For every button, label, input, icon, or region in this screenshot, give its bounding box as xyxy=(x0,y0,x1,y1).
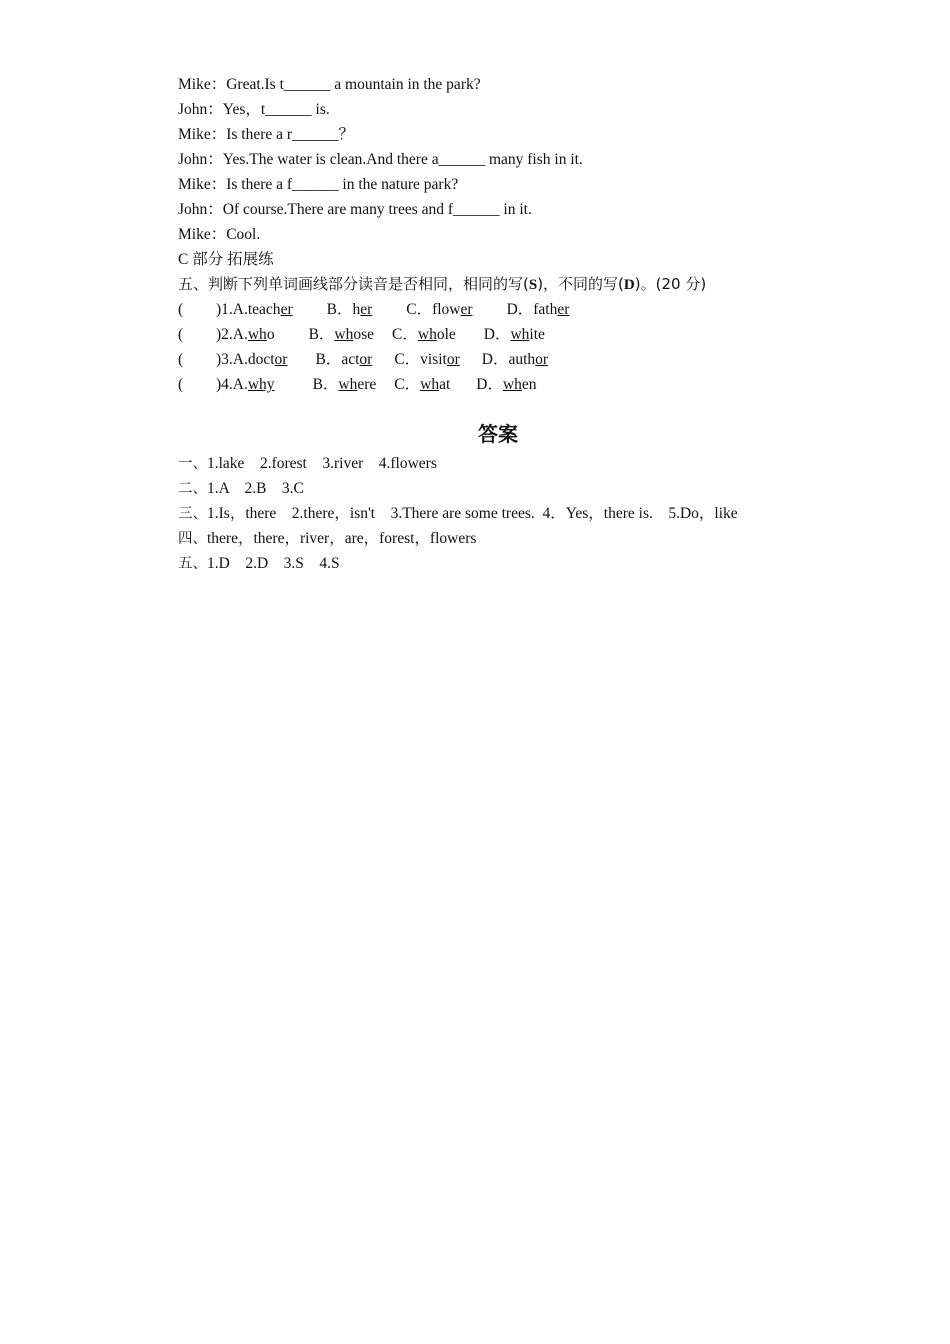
dialogue-text: Is there a r______？ xyxy=(226,126,355,143)
speaker: Mike： xyxy=(178,76,227,93)
answer-text: 1.D 2.D 3.S 4.S xyxy=(207,555,340,572)
word-part: teach xyxy=(247,301,281,318)
answer-prefix: 一、 xyxy=(178,456,207,472)
answer-line xyxy=(178,526,818,551)
option-d xyxy=(507,297,570,322)
option-b xyxy=(315,347,372,372)
option-label: D． xyxy=(483,326,511,343)
question-item xyxy=(178,322,818,347)
answers-title: 答案 xyxy=(478,422,518,446)
answer-text: 1.A 2.B 3.C xyxy=(207,480,304,497)
underlined-part: or xyxy=(274,351,288,368)
dialogue-text: Cool. xyxy=(226,226,261,243)
word-part: auth xyxy=(508,351,536,368)
underlined-part: wh xyxy=(510,326,530,343)
question-item xyxy=(178,372,818,397)
underlined-part: wh xyxy=(334,326,354,343)
speaker: Mike： xyxy=(178,226,227,243)
option-b xyxy=(327,297,373,322)
option-d xyxy=(482,347,548,372)
word-part: ere xyxy=(357,376,377,393)
option-label: D． xyxy=(481,351,509,368)
underlined-part: er xyxy=(460,301,473,318)
answer-prefix: 五、 xyxy=(178,556,207,572)
option-a xyxy=(248,322,275,347)
answer-line xyxy=(178,476,818,501)
question-number: )1.A. xyxy=(216,301,248,318)
word-part: visit xyxy=(420,351,447,368)
underlined-part: wh xyxy=(247,326,267,343)
answer-prefix: 二、 xyxy=(178,481,207,497)
option-label: C． xyxy=(392,326,418,343)
option-d xyxy=(476,372,536,397)
question-item xyxy=(178,297,818,322)
question-number: )4.A. xyxy=(216,376,248,393)
underlined-part: wh xyxy=(338,376,358,393)
speaker: John： xyxy=(178,151,223,168)
dialogue-line xyxy=(178,97,818,122)
option-label: C． xyxy=(394,376,421,393)
option-c xyxy=(394,372,450,397)
option-d xyxy=(484,322,545,347)
option-b xyxy=(313,372,377,397)
answer-prefix: 四、 xyxy=(178,531,207,547)
word-part: doct xyxy=(247,351,275,368)
speaker: John： xyxy=(178,101,223,118)
dialogue-line xyxy=(178,197,818,222)
answer-bracket[interactable]: ( xyxy=(178,376,184,393)
answer-bracket[interactable]: ( xyxy=(178,351,184,368)
answer-text: there，there，river，are，forest，flowers xyxy=(207,530,477,547)
word-part: flow xyxy=(432,301,461,318)
underlined-part: wh xyxy=(420,376,440,393)
dialogue-text: Is there a f______ in the nature park? xyxy=(226,176,459,193)
dialogue-text: Of course.There are many trees and f______ in it. xyxy=(222,201,532,218)
word-part: o xyxy=(266,326,275,343)
option-c xyxy=(394,347,459,372)
answer-bracket[interactable]: ( xyxy=(178,301,184,318)
option-a xyxy=(248,372,275,397)
answer-text: 1.Is，there 2.there，isn't 3.There are some trees. 4．Yes，there is. 5.Do，like xyxy=(207,505,738,522)
speaker: Mike： xyxy=(178,176,227,193)
option-label: C． xyxy=(394,351,421,368)
option-a xyxy=(248,347,288,372)
answer-prefix: 三、 xyxy=(178,506,207,522)
dialogue xyxy=(178,72,818,247)
option-b xyxy=(309,322,374,347)
answer-line xyxy=(178,451,818,476)
dialogue-text: Yes，t______ is. xyxy=(222,101,330,118)
answer-bracket[interactable]: ( xyxy=(178,326,184,343)
answer-text: 1.lake 2.forest 3.river 4.flowers xyxy=(207,455,437,472)
underlined-part: or xyxy=(359,351,373,368)
word-part: ose xyxy=(353,326,375,343)
answer-list xyxy=(178,451,818,576)
dialogue-text: Great.Is t______ a mountain in the park? xyxy=(226,76,481,93)
question-number: )2.A. xyxy=(216,326,248,343)
underlined-part: wh xyxy=(502,376,522,393)
section-c-heading: C 部分 拓展练 xyxy=(178,251,274,268)
word-part: fath xyxy=(533,301,558,318)
underlined-part: er xyxy=(557,301,570,318)
underlined-part: why xyxy=(247,376,275,393)
option-label: D． xyxy=(506,301,534,318)
underlined-part: er xyxy=(360,301,373,318)
option-label: D． xyxy=(476,376,503,393)
option-label: B． xyxy=(326,301,353,318)
word-part: at xyxy=(439,376,451,393)
word-part: act xyxy=(341,351,360,368)
option-c xyxy=(392,322,456,347)
dialogue-line xyxy=(178,72,818,97)
word-part: h xyxy=(352,301,361,318)
underlined-part: er xyxy=(280,301,293,318)
option-label: C． xyxy=(406,301,433,318)
word-part: ole xyxy=(436,326,456,343)
option-c xyxy=(406,297,472,322)
document-page xyxy=(178,72,818,576)
dialogue-line xyxy=(178,222,818,247)
question-item xyxy=(178,347,818,372)
dialogue-line xyxy=(178,147,818,172)
answer-line xyxy=(178,501,818,526)
word-part: en xyxy=(521,376,537,393)
option-a xyxy=(248,297,293,322)
dialogue-text: Yes.The water is clean.And there a______ many fish in it. xyxy=(222,151,583,168)
underlined-part: wh xyxy=(417,326,437,343)
section-5-heading: 五、判断下列单词画线部分读音是否相同，相同的写(S)，不同的写(D)。(20 分) xyxy=(178,275,707,293)
speaker: Mike： xyxy=(178,126,227,143)
underlined-part: or xyxy=(446,351,460,368)
option-label: B． xyxy=(308,326,335,343)
option-label: B． xyxy=(312,376,339,393)
question-number: )3.A. xyxy=(216,351,248,368)
underlined-part: or xyxy=(535,351,549,368)
answer-line xyxy=(178,551,818,576)
dialogue-line xyxy=(178,172,818,197)
option-label: B． xyxy=(315,351,342,368)
speaker: John： xyxy=(178,201,223,218)
dialogue-line xyxy=(178,122,818,147)
word-part: ite xyxy=(529,326,545,343)
question-list xyxy=(178,297,818,397)
